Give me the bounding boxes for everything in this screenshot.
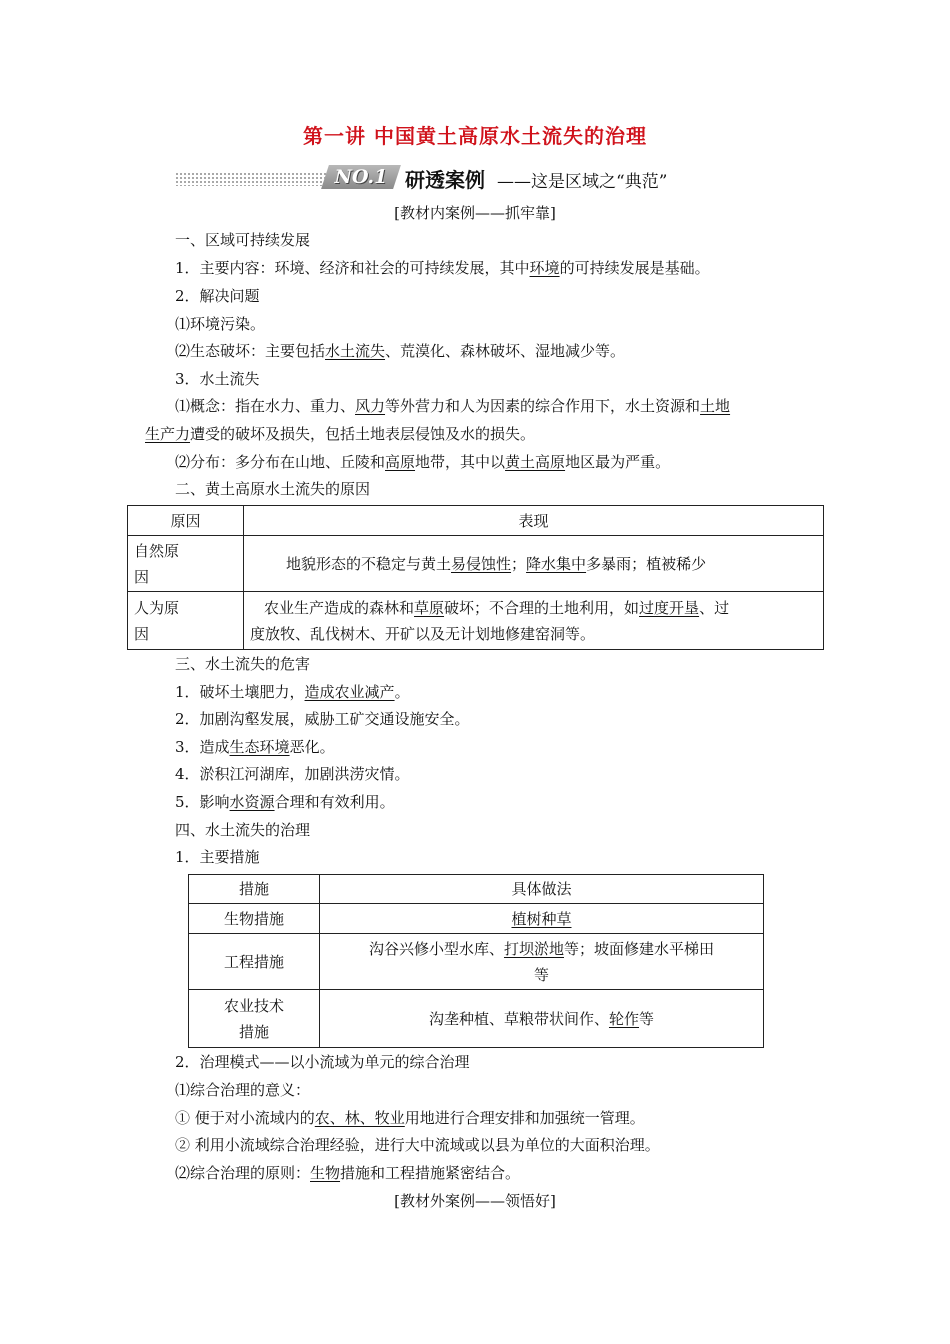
table-cell: 沟垄种植、草粮带状间作、轮作等 bbox=[320, 990, 764, 1048]
table-row bbox=[189, 990, 764, 1048]
paragraph: 生产力遭受的破坏及损失，包括土地表层侵蚀及水的损失。 bbox=[145, 425, 536, 443]
paragraph: 3．造成生态环境恶化。 bbox=[175, 738, 335, 756]
lecture-title: 第一讲 中国黄土高原水土流失的治理 bbox=[303, 124, 647, 148]
table-cell: 生物措施 bbox=[189, 904, 320, 934]
paragraph: ⑴综合治理的意义： bbox=[175, 1081, 311, 1099]
table-row bbox=[128, 536, 824, 592]
section-heading: 三、水土流失的危害 bbox=[175, 655, 311, 673]
section-banner bbox=[175, 160, 775, 196]
causes-table bbox=[127, 505, 824, 650]
paragraph: ⑴环境污染。 bbox=[175, 315, 266, 333]
paragraph: 1．主要内容：环境、经济和社会的可持续发展，其中环境的可持续发展是基础。 bbox=[175, 259, 710, 277]
table-row bbox=[189, 934, 764, 990]
table-header-cell: 具体做法 bbox=[320, 875, 764, 904]
table-cell: 农业生产造成的森林和草原破坏；不合理的土地利用，如过度开垦、过 度放牧、乱伐树木、开矿以及无计划地修建窑洞等。 bbox=[244, 592, 824, 650]
table-row bbox=[128, 592, 824, 650]
paragraph: ⑵综合治理的原则：生物措施和工程措施紧密结合。 bbox=[175, 1164, 521, 1182]
table-cell: 沟谷兴修小型水库、打坝淤地等；坡面修建水平梯田 等 bbox=[320, 934, 764, 990]
table-cell: 人为原 因 bbox=[128, 592, 244, 650]
paragraph: 3．水土流失 bbox=[175, 370, 260, 388]
table-cell: 自然原 因 bbox=[128, 536, 244, 592]
section-heading: 四、水土流失的治理 bbox=[175, 821, 311, 839]
section-heading: 一、区域可持续发展 bbox=[175, 231, 311, 249]
table-row bbox=[189, 904, 764, 934]
table-cell: 地貌形态的不稳定与黄土易侵蚀性；降水集中多暴雨；植被稀少 bbox=[244, 536, 824, 592]
banner-number-badge bbox=[321, 165, 401, 189]
measures-table bbox=[188, 874, 764, 1048]
paragraph: 2．治理模式——以小流域为单元的综合治理 bbox=[175, 1053, 470, 1071]
paragraph: ② 利用小流域综合治理经验，进行大中流域或以县为单位的大面积治理。 bbox=[175, 1136, 660, 1154]
inner-case-note: [教材内案例——抓牢靠] bbox=[394, 204, 556, 222]
section-heading: 二、黄土高原水土流失的原因 bbox=[175, 480, 371, 498]
paragraph: ⑵生态破坏：主要包括水土流失、荒漠化、森林破坏、湿地减少等。 bbox=[175, 342, 626, 360]
table-cell: 工程措施 bbox=[189, 934, 320, 990]
table-cell: 植树种草 bbox=[320, 904, 764, 934]
paragraph: ① 便于对小流域内的农、林、牧业用地进行合理安排和加强统一管理。 bbox=[175, 1109, 645, 1127]
table-cell: 农业技术 措施 bbox=[189, 990, 320, 1048]
paragraph: 2．解决问题 bbox=[175, 287, 260, 305]
table-header-cell: 原因 bbox=[128, 506, 244, 536]
banner-subheading: ——这是区域之“典范” bbox=[497, 172, 668, 192]
paragraph: 1．主要措施 bbox=[175, 848, 260, 866]
banner-heading: 研透案例 bbox=[405, 168, 485, 192]
paragraph: ⑴概念：指在水力、重力、风力等外营力和人为因素的综合作用下，水土资源和土地 bbox=[175, 397, 731, 415]
paragraph: 2．加剧沟壑发展，威胁工矿交通设施安全。 bbox=[175, 710, 470, 728]
table-header-cell: 表现 bbox=[244, 506, 824, 536]
banner-number: NO.1 bbox=[334, 166, 388, 188]
paragraph: 4．淤积江河湖库，加剧洪涝灾情。 bbox=[175, 765, 410, 783]
table-header-cell: 措施 bbox=[189, 875, 320, 904]
table-header-row bbox=[128, 506, 824, 536]
paragraph: 5．影响水资源合理和有效利用。 bbox=[175, 793, 395, 811]
paragraph: ⑵分布：多分布在山地、丘陵和高原地带，其中以黄土高原地区最为严重。 bbox=[175, 453, 671, 471]
table-header-row bbox=[189, 875, 764, 904]
outer-case-note: [教材外案例——领悟好] bbox=[394, 1192, 556, 1210]
paragraph: 1．破坏土壤肥力，造成农业减产。 bbox=[175, 683, 410, 701]
banner-dot-pattern bbox=[175, 172, 335, 186]
